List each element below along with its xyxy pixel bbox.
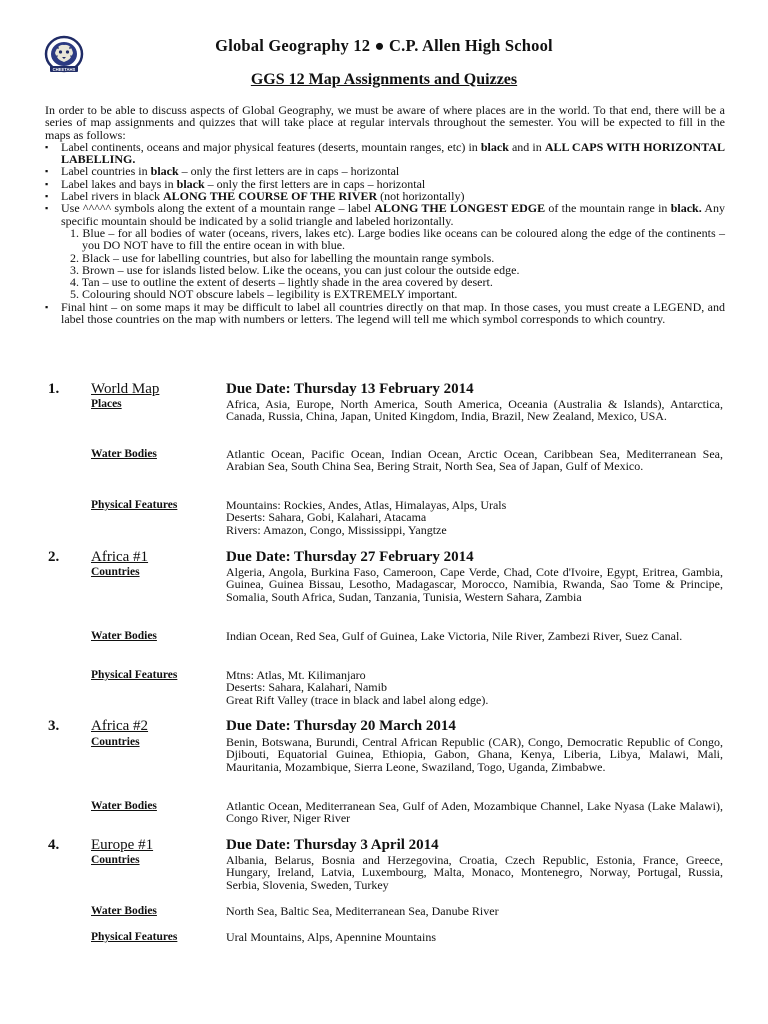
row-label: Physical Features bbox=[91, 931, 178, 943]
row-text: North Sea, Baltic Sea, Mediterranean Sea, Danube River bbox=[226, 904, 499, 918]
assignment-title: Africa #2 bbox=[91, 718, 149, 734]
row-text: Indian Ocean, Red Sea, Gulf of Guinea, Lake Victoria, Nile River, Zambezi River, Suez Canal. bbox=[226, 629, 683, 643]
row-text: Algeria, Angola, Burkina Faso, Cameroon, Cape Verde, Chad, Cote d'Ivoire, Egypt, Eritrea, Gambia, Guinea, Guinea Bissau, Lesotho, Madagascar, Morocco, Namibia, Rwanda, Sao Tome & Principe, Somalia, South Africa, Sudan, Tanzania, Tunisia, Western Sahara, Zambia bbox=[226, 565, 723, 604]
due-date: Due Date: Thursday 20 March 2014 bbox=[226, 718, 456, 734]
colour-rule: 5. Colouring should NOT obscure labels – legibility is EXTREMELY important. bbox=[70, 287, 458, 302]
assignment-title: Europe #1 bbox=[91, 837, 154, 853]
instruction-item: ▪ Label lakes and bays in black – only the first letters are in caps – horizontal bbox=[45, 176, 426, 191]
row-label: Water Bodies bbox=[91, 448, 157, 460]
row-label: Countries bbox=[91, 566, 140, 578]
row-text: Atlantic Ocean, Mediterranean Sea, Gulf of Aden, Mozambique Channel, Lake Nyasa (Lake Malawi), Congo River, Niger River bbox=[226, 799, 723, 826]
assignment-title: Africa #1 bbox=[91, 549, 149, 565]
row-label: Water Bodies bbox=[91, 630, 157, 642]
colour-rule: 2. Black – use for labelling countries, but also for labelling the mountain range symbols. bbox=[70, 250, 495, 265]
document-subtitle: GGS 12 Map Assignments and Quizzes bbox=[250, 71, 518, 88]
instruction-item: ▪ Label countries in black – only the first letters are in caps – horizontal bbox=[45, 164, 400, 179]
instruction-item: ▪ Use ^^^^^ symbols along the extent of a mountain range – label ALONG THE LONGEST EDGE of the mountain range in black. Any specific mountain should be indicated by a solid triangle and labeled horizontally. 1. Blue – for all bodies of water (oceans, rivers, lakes etc). Large bodies like oceans can be coloured along the edge of the continents – you DO NOT have to fill the entire ocean in with blue. 2. Black – use for labelling countries, but also for labelling the mountain range symbols. 3. Brown – use for islands listed below. Like the oceans, you can just colour the outside edge. 4. Tan – use to outline the extent of deserts – lightly shade in the area covered by desert. 5. Colouring should NOT obscure labels – legibility is EXTREMELY important. bbox=[45, 201, 725, 302]
intro-paragraph: In order to be able to discuss aspects of Global Geography, we must be aware of where places are in the world. To that end, there will be a series of map assignments and quizzes that will take place at regular intervals throughout the semester. You will be expected to fill in the maps as follows: bbox=[45, 103, 725, 142]
colour-rule: 3. Brown – use for islands listed below. Like the oceans, you can just colour the outside edge. bbox=[70, 262, 520, 277]
due-date: Due Date: Thursday 13 February 2014 bbox=[226, 381, 474, 397]
colour-rules-list bbox=[61, 227, 725, 301]
assignment-number: 3. bbox=[48, 718, 60, 734]
row-text: Albania, Belarus, Bosnia and Herzegovina, Croatia, Czech Republic, Estonia, France, Greece, Hungary, Ireland, Latvia, Luxembourg, Malta, Monaco, Montenegro, Norway, Portugal, Russia, Serbia, Slovenia, Sweden, Turkey bbox=[226, 853, 723, 892]
bullet-icon: ▪ bbox=[45, 191, 49, 202]
row-text: Mtns: Atlas, Mt. Kilimanjaro Deserts: Sahara, Kalahari, Namib Great Rift Valley (trace in black and label along edge). bbox=[226, 668, 489, 707]
row-text: Atlantic Ocean, Pacific Ocean, Indian Ocean, Arctic Ocean, Caribbean Sea, Mediterranean Sea, Arabian Sea, South China Sea, Bering Strait, North Sea, Sea of Japan, Gulf of Mexico. bbox=[226, 447, 723, 474]
row-text: Benin, Botswana, Burundi, Central African Republic (CAR), Congo, Democratic Republic of Congo, Djibouti, Equatorial Guinea, Ethiopia, Gabon, Ghana, Kenya, Liberia, Libya, Malawi, Mali, Mauritania, Mozambique, Sierra Leone, Swaziland, Togo, Uganda, Zimbabwe. bbox=[226, 735, 723, 774]
due-date: Due Date: Thursday 3 April 2014 bbox=[226, 837, 439, 853]
assignment-number: 4. bbox=[48, 837, 60, 853]
bullet-icon: ▪ bbox=[45, 178, 49, 189]
instruction-item: ▪ Label continents, oceans and major physical features (deserts, mountain ranges, etc) in black and in ALL CAPS WITH HORIZONTAL LABELLING. bbox=[45, 139, 725, 167]
assignment-title: World Map bbox=[91, 381, 160, 397]
row-label: Water Bodies bbox=[91, 800, 157, 812]
bullet-icon: ▪ bbox=[45, 166, 49, 177]
bullet-icon: ▪ bbox=[45, 203, 49, 214]
page-title: Global Geography 12 ● C.P. Allen High School bbox=[215, 36, 553, 55]
row-text: Mountains: Rockies, Andes, Atlas, Himalayas, Alps, Urals Deserts: Sahara, Gobi, Kalahari, Atacama Rivers: Amazon, Congo, Mississippi, Yangtze bbox=[226, 498, 507, 537]
due-date: Due Date: Thursday 27 February 2014 bbox=[226, 549, 474, 565]
row-label: Countries bbox=[91, 736, 140, 748]
svg-text:CHEETAHS: CHEETAHS bbox=[52, 67, 76, 72]
colour-rule: 1. Blue – for all bodies of water (oceans, rivers, lakes etc). Large bodies like oceans can be coloured along the edge of the continents – you DO NOT have to fill the entire ocean in with blue. bbox=[70, 225, 725, 253]
row-label: Physical Features bbox=[91, 669, 178, 681]
instruction-item: ▪ Label rivers in black ALONG THE COURSE OF THE RIVER (not horizontally) bbox=[45, 189, 465, 204]
instruction-item: ▪ Final hint – on some maps it may be difficult to label all countries directly on that map. In those cases, you must create a LEGEND, and label those countries on the map with numbers or letters. The legend will tell me which symbol corresponds to which country. bbox=[45, 299, 725, 327]
row-label: Places bbox=[91, 398, 122, 410]
row-label: Physical Features bbox=[91, 499, 178, 511]
instructions-section bbox=[45, 104, 725, 325]
bullet-icon: ▪ bbox=[45, 301, 49, 312]
row-text: Ural Mountains, Alps, Apennine Mountains bbox=[226, 930, 436, 944]
assignment-number: 2. bbox=[48, 549, 60, 565]
colour-rule: 4. Tan – use to outline the extent of deserts – lightly shade in the area covered by desert. bbox=[70, 275, 493, 290]
row-text: Africa, Asia, Europe, North America, South America, Oceania (Australia & Islands), Antarctica, Canada, Russia, China, Japan, United Kingdom, India, Brazil, New Zealand, Mexico, USA. bbox=[226, 397, 723, 424]
instruction-list bbox=[45, 141, 725, 325]
row-label: Countries bbox=[91, 854, 140, 866]
row-label: Water Bodies bbox=[91, 905, 157, 917]
assignment-number: 1. bbox=[48, 381, 60, 397]
bullet-icon: ▪ bbox=[45, 141, 49, 152]
